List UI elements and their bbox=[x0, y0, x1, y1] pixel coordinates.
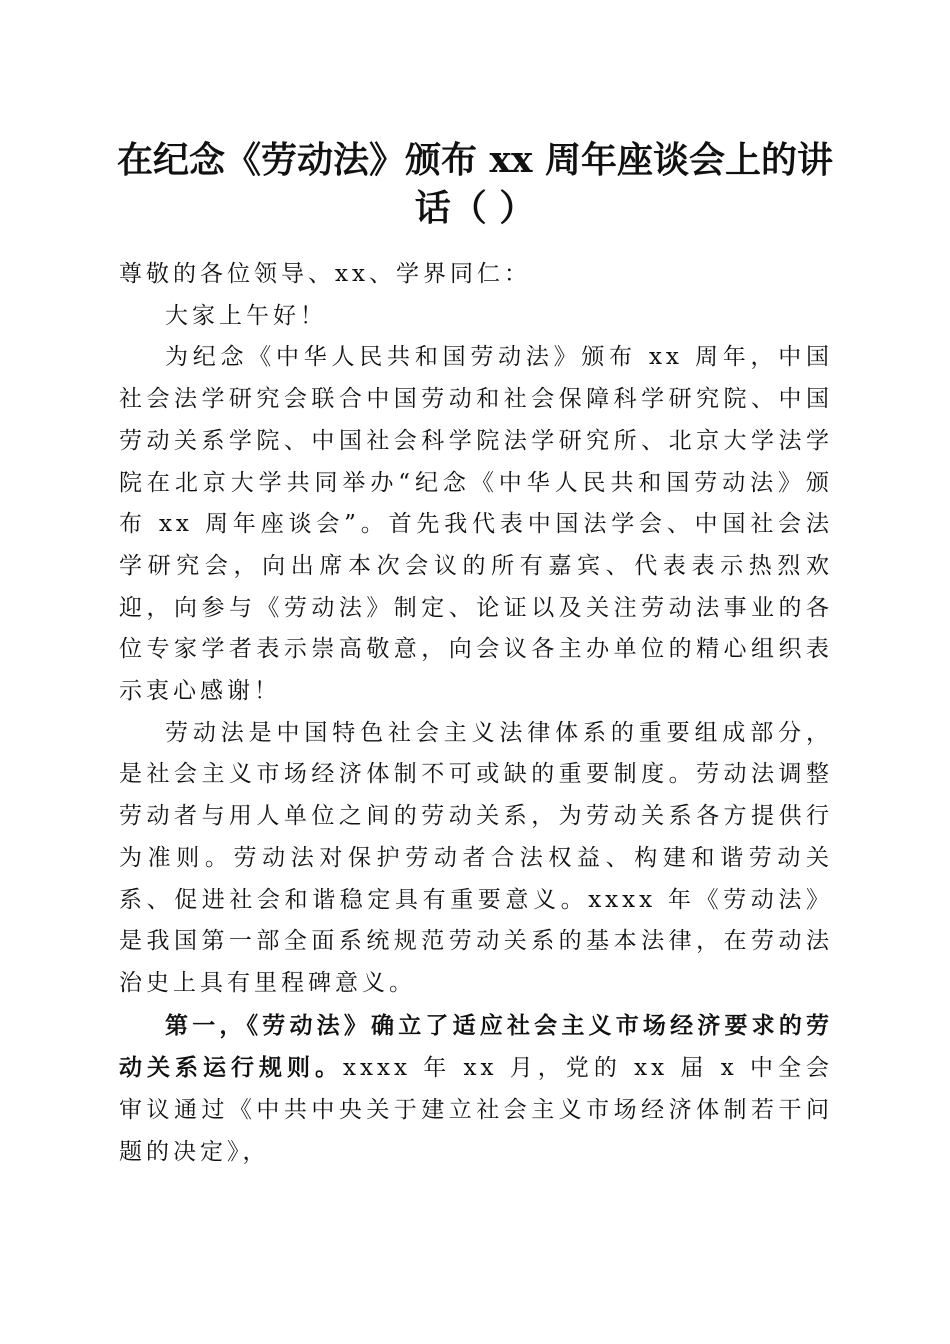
point-heading: 第一，《劳动法》确立了适应社会主义市场经济要求的劳动关系运行规则。 bbox=[119, 1011, 833, 1082]
salutation: 尊敬的各位领导、xx、学界同仁： bbox=[119, 261, 531, 287]
greeting: 大家上午好！ bbox=[165, 302, 327, 329]
point-text: xxxx 年 xx 月，党的 xx 届 x 中全会审议通过《中共中央关于建立社会主义市场经济体制若干问题的决定》， bbox=[119, 1055, 834, 1165]
paragraph-1: 为纪念《中华人民共和国劳动法》颁布 xx 周年，中国社会法学研究会联合中国劳动和社会保障科学研究院、中国劳动关系学院、中国社会科学院法学研究所、北京大学法学院在北京大学共同举办“纪念《中华人民共和国劳动法》颁布 xx 周年座谈会”。首先我代表中国法学会、中国社会法学研究会，向出席本次会议的所有嘉宾、代表表示热烈欢迎，向参与《劳动法》制定、论证以及关注劳动法事业的各位专家学者表示崇高敬意，向会议各主办单位的精心组织表示衷心感谢！ bbox=[119, 344, 833, 705]
paragraph-2: 劳动法是中国特色社会主义法律体系的重要组成部分，是社会主义市场经济体制不可或缺的重要制度。劳动法调整劳动者与用人单位之间的劳动关系，为劳动关系各方提供行为准则。劳动法对保护劳动者合法权益、构建和谐劳动关系、促进社会和谐稳定具有重要意义。xxxx 年《劳动法》是我国第一部全面系统规范劳动关系的基本法律，在劳动法治史上具有里程碑意义。 bbox=[119, 719, 833, 996]
title-line-1: 在纪念《劳动法》颁布 xx 周年座谈会上的讲 bbox=[117, 139, 833, 181]
title-line-2: 话（ ） bbox=[414, 187, 536, 229]
document-title bbox=[100, 136, 850, 232]
document-body bbox=[119, 254, 833, 1173]
paragraph-3 bbox=[119, 1005, 833, 1174]
